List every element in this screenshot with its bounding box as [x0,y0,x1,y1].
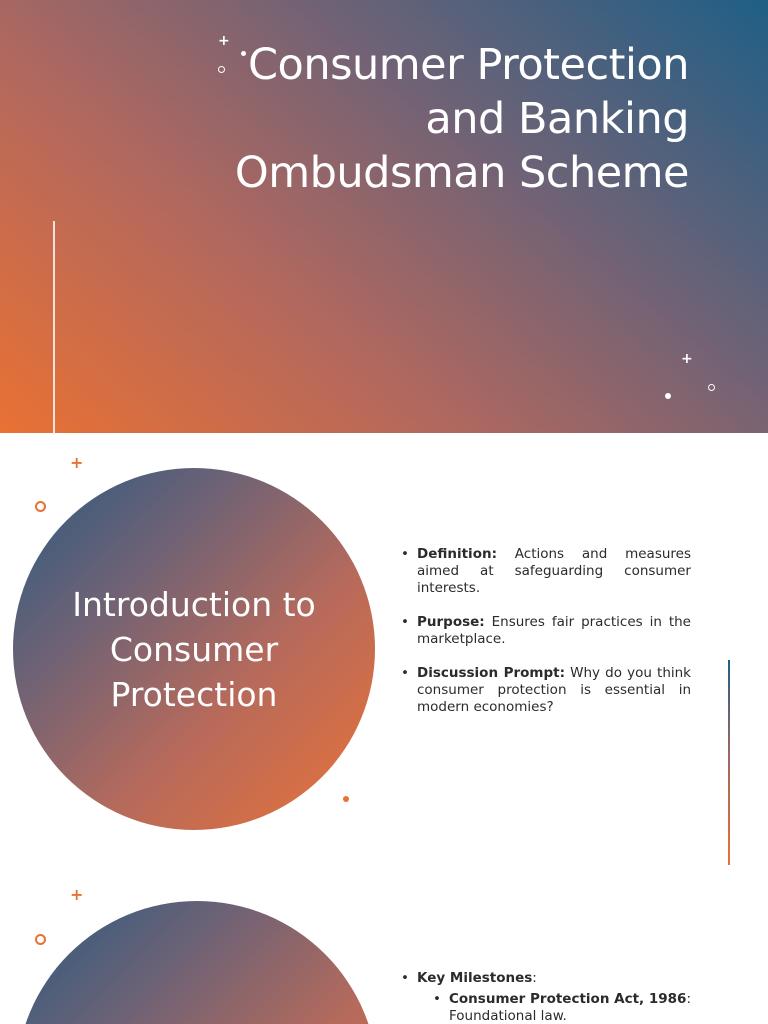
presentation-title [189,38,689,200]
list-item [400,614,691,648]
title-line-1: Consumer Protection [248,40,689,90]
title-line-3: Ombudsman Scheme [234,148,689,198]
title-slide [0,0,768,433]
plus-icon: + [70,885,84,904]
bullet-text: : [686,991,691,1007]
list-item [400,546,691,597]
section-title: Introduction to Consumer Protection [72,584,316,714]
section-circle [13,468,375,830]
intro-slide [0,433,768,873]
bullet-text: : [532,970,537,986]
bullet-label: Discussion Prompt: [417,665,566,681]
bullet-list [400,970,700,1024]
milestones-slide [0,873,768,1024]
list-item [400,665,691,716]
sub-list-item [400,991,700,1024]
ring-icon [35,934,46,945]
list-item [400,970,700,987]
title-line-2: and Banking [425,94,689,144]
plus-icon: + [681,351,693,367]
plus-icon: + [218,33,230,49]
bullet-label: Consumer Protection Act, 1986 [449,991,687,1007]
ring-icon [708,384,715,391]
bullet-text: Actions and measures aimed at safeguarding consumer interests. [417,546,691,596]
bullet-label: Purpose: [417,614,485,630]
accent-bar [728,660,730,865]
bullet-continuation: Foundational law. [449,1008,567,1024]
bullet-list [400,546,691,733]
vertical-divider [53,221,55,433]
bullet-text: Ensures fair practices in the marketplace. [417,614,691,647]
section-circle [16,901,378,1024]
dot-icon [343,796,349,802]
bullet-label: Key Milestones [417,970,533,986]
dot-icon [665,393,671,399]
bullet-label: Definition: [417,546,497,562]
plus-icon: + [70,453,84,472]
bullet-text: Why do you think consumer protection is essential in modern economies? [417,665,691,715]
